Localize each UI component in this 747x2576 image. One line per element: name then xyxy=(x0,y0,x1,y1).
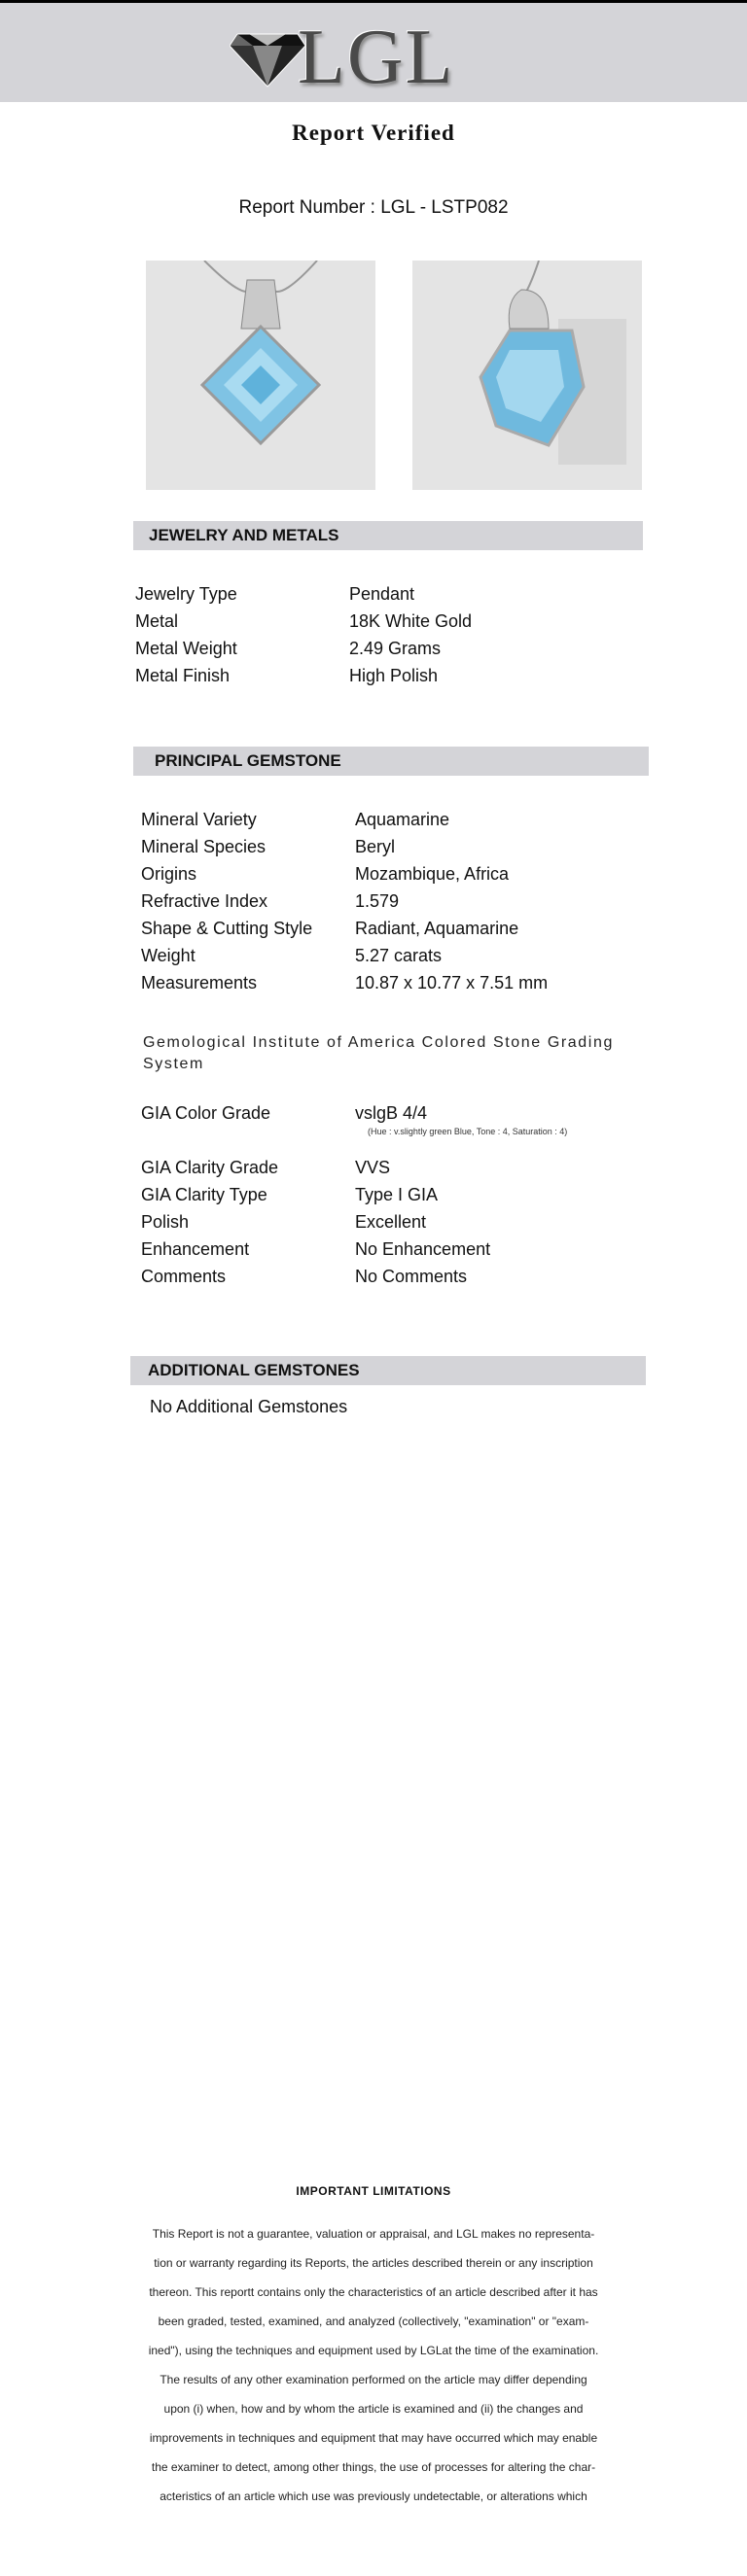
limitations-line: the examiner to detect, among other things, the use of processes for altering the char- xyxy=(151,2460,596,2474)
origins-label: Origins xyxy=(141,864,197,884)
weight-label: Weight xyxy=(141,946,196,965)
limitations-title: IMPORTANT LIMITATIONS xyxy=(296,2184,451,2198)
weight-value: 5.27 carats xyxy=(355,946,443,965)
additional-gemstones-header: ADDITIONAL GEMSTONES xyxy=(130,1356,646,1385)
limitations-line: tion or warranty regarding its Reports, the articles described therein or any inscription xyxy=(154,2256,593,2270)
lgl-logo[interactable] xyxy=(230,15,482,100)
gia-grading-heading: Gemological Institute of America Colored Stone Grading System xyxy=(143,1034,614,1072)
gia-clarity-grade-label: GIA Clarity Grade xyxy=(141,1158,279,1177)
limitations-line: improvements in techniques and equipment that may have occurred which may enable xyxy=(149,2431,598,2445)
comments-label: Comments xyxy=(141,1267,227,1286)
gia-color-grade-label: GIA Color Grade xyxy=(141,1103,271,1123)
polish-label: Polish xyxy=(141,1212,190,1232)
mineral-species-label: Mineral Species xyxy=(141,837,267,856)
comments-value: No Comments xyxy=(355,1267,468,1286)
mineral-variety-label: Mineral Variety xyxy=(141,810,257,829)
report-title: Report Verified xyxy=(292,121,455,145)
pendant-side-photo xyxy=(412,261,642,490)
refractive-index-label: Refractive Index xyxy=(141,891,268,911)
no-additional-gemstones-text: No Additional Gemstones xyxy=(150,1397,348,1416)
refractive-index-value: 1.579 xyxy=(355,891,400,911)
header-banner xyxy=(0,3,747,102)
shape-cutting-value: Radiant, Aquamarine xyxy=(355,919,519,938)
measurements-value: 10.87 x 10.77 x 7.51 mm xyxy=(355,973,549,992)
jewelry-type-value: Pendant xyxy=(349,584,415,604)
gia-clarity-grade-value: VVS xyxy=(355,1158,391,1177)
logo-text: LGL xyxy=(298,15,455,100)
gia-clarity-type-label: GIA Clarity Type xyxy=(141,1185,267,1204)
limitations-line: acteristics of an article which use was previously undetectable, or alterations which xyxy=(160,2489,587,2503)
jewelry-type-label: Jewelry Type xyxy=(135,584,237,604)
gia-clarity-type-value: Type I GIA xyxy=(355,1185,439,1204)
jewelry-section-header: JEWELRY AND METALS xyxy=(133,521,643,550)
mineral-variety-value: Aquamarine xyxy=(355,810,450,829)
limitations-line: thereon. This reportt contains only the characteristics of an article described after it has xyxy=(149,2285,598,2299)
enhancement-label: Enhancement xyxy=(141,1239,250,1259)
limitations-line: been graded, tested, examined, and analyzed (collectively, "examination" or "exam- xyxy=(158,2315,589,2328)
gia-color-grade-value: vslgB 4/4 xyxy=(355,1103,428,1123)
color-grade-note: (Hue : v.slightly green Blue, Tone : 4, Saturation : 4) xyxy=(368,1127,568,1136)
mineral-species-value: Beryl xyxy=(355,837,396,856)
measurements-label: Measurements xyxy=(141,973,258,992)
origins-value: Mozambique, Africa xyxy=(355,864,510,884)
polish-value: Excellent xyxy=(355,1212,427,1232)
limitations-line: This Report is not a guarantee, valuation or appraisal, and LGL makes no representa- xyxy=(152,2227,595,2241)
limitations-line: The results of any other examination performed on the article may differ depending xyxy=(160,2373,587,2386)
principal-gemstone-header: PRINCIPAL GEMSTONE xyxy=(133,747,649,776)
metal-weight-label: Metal Weight xyxy=(135,639,237,658)
metal-finish-value: High Polish xyxy=(349,666,439,685)
pendant-front-photo xyxy=(146,261,375,490)
enhancement-value: No Enhancement xyxy=(355,1239,491,1259)
metal-finish-label: Metal Finish xyxy=(135,666,231,685)
report-number: Report Number : LGL - LSTP082 xyxy=(238,197,509,218)
metal-weight-value: 2.49 Grams xyxy=(349,639,442,658)
shape-cutting-label: Shape & Cutting Style xyxy=(141,919,313,938)
metal-label: Metal xyxy=(135,611,179,631)
limitations-line: ined"), using the techniques and equipment used by LGLat the time of the examination. xyxy=(148,2344,599,2357)
diamond-icon xyxy=(230,30,305,88)
limitations-line: upon (i) when, how and by whom the article is examined and (ii) the changes and xyxy=(163,2402,584,2416)
metal-value: 18K White Gold xyxy=(349,611,473,631)
